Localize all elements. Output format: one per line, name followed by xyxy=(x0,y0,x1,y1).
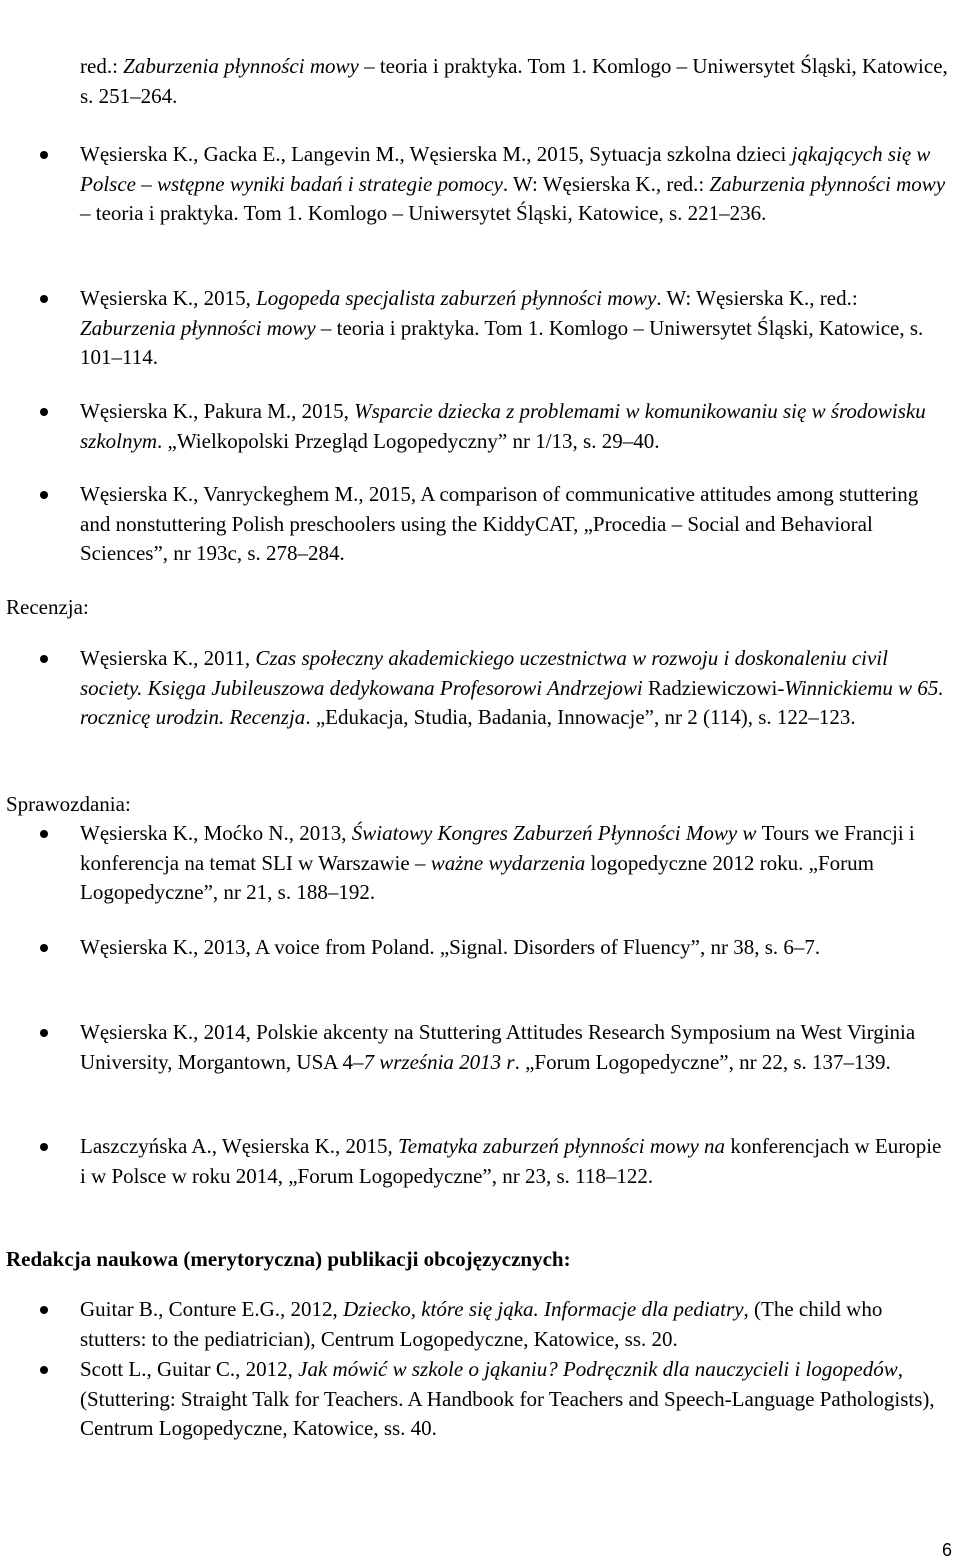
bullet-icon xyxy=(40,1029,48,1037)
italic-title: Wsparcie dziecka z problemami w komunikowaniu się w środowisku szkolnym xyxy=(80,399,926,453)
italic-title: ważne wydarzenia xyxy=(430,850,586,875)
bullet-icon xyxy=(40,944,48,952)
reference-entry: red.: Zaburzenia płynności mowy – teoria i praktyka. Tom 1. Komlogo – Uniwersytet Śląski, Katowice, s. 251–264. xyxy=(80,54,948,108)
bullet-icon xyxy=(40,1366,48,1374)
italic-title: Dziecko, które się jąka. Informacje dla pediatry xyxy=(343,1297,744,1321)
italic-title: Jak mówić w szkole o jąkaniu? Podręcznik dla nauczycieli i logopedów xyxy=(298,1357,898,1381)
reference-entry: Węsierska K., 2013, A voice from Poland. „Signal. Disorders of Fluency”, nr 38, s. 6–7. xyxy=(80,933,952,963)
bullet-icon xyxy=(40,408,48,416)
reference-entry: Scott L., Guitar C., 2012, Jak mówić w szkole o jąkaniu? Podręcznik dla nauczycieli i logopedów, (Stuttering: Straight Talk for Teachers. A Handbook for Teachers and Speech-Language Pathologists), Centrum Logopedyczne, Katowice, ss. 40. xyxy=(80,1355,952,1444)
bullet-icon xyxy=(40,1306,48,1314)
section-heading-sprawozdania: Sprawozdania: xyxy=(6,792,131,816)
bullet-icon xyxy=(40,491,48,499)
reference-entry: Guitar B., Conture E.G., 2012, Dziecko, które się jąka. Informacje dla pediatry, (The child who stutters: to the pediatrician), Centrum Logopedyczne, Katowice, ss. 20. xyxy=(80,1295,952,1354)
italic-title: Zaburzenia płynności mowy xyxy=(80,315,316,340)
italic-title: Tematyka zaburzeń płynności mowy na xyxy=(398,1134,726,1158)
italic-title: jąkających się w Polsce – wstępne wyniki badań i strategie pomocy xyxy=(80,142,931,196)
bullet-icon xyxy=(40,1143,48,1151)
bullet-icon xyxy=(40,295,48,303)
italic-title: Winnickiemu w 65. rocznicę urodzin. Recenzja xyxy=(80,675,944,729)
bullet-icon xyxy=(40,655,48,663)
reference-entry: Węsierska K., 2014, Polskie akcenty na Stuttering Attitudes Research Symposium na West Virginia University, Morgantown, USA 4–7 września 2013 r. „Forum Logopedyczne”, nr 22, s. 137–139. xyxy=(80,1018,952,1077)
italic-title: Zaburzenia płynności mowy xyxy=(709,171,946,196)
page-number: 6 xyxy=(941,1540,952,1560)
reference-entry: Węsierska K., Vanryckeghem M., 2015, A comparison of communicative attitudes among stuttering and nonstuttering Polish preschoolers using the KiddyCAT, „Procedia – Social and Behavioral Sciences”, nr 193c, s. 278–284. xyxy=(80,480,952,569)
reference-entry: Węsierska K., 2015, Logopeda specjalista zaburzeń płynności mowy. W: Węsierska K., red.: Zaburzenia płynności mowy – teoria i praktyka. Tom 1. Komlogo – Uniwersytet Śląski, Katowice, s. 101–114. xyxy=(80,284,952,373)
italic-title: 7 września 2013 r xyxy=(363,1049,515,1074)
section-heading-recenzja: Recenzja: xyxy=(6,595,89,619)
italic-title: Zaburzenia płynności mowy xyxy=(123,54,359,78)
italic-title: Logopeda specjalista zaburzeń płynności mowy xyxy=(256,286,657,310)
reference-entry: Węsierska K., Moćko N., 2013, Światowy Kongres Zaburzeń Płynności Mowy w Tours we Francji i konferencja na temat SLI w Warszawie – ważne wydarzenia logopedyczne 2012 roku. „Forum Logopedyczne”, nr 21, s. 188–192. xyxy=(80,819,952,908)
section-heading-redakcja: Redakcja naukowa (merytoryczna) publikacji obcojęzycznych: xyxy=(6,1247,571,1271)
reference-entry: Węsierska K., Gacka E., Langevin M., Węsierska M., 2015, Sytuacja szkolna dzieci jąkających się w Polsce – wstępne wyniki badań i strategie pomocy. W: Węsierska K., red.: Zaburzenia płynności mowy – teoria i praktyka. Tom 1. Komlogo – Uniwersytet Śląski, Katowice, s. 221–236. xyxy=(80,140,952,229)
italic-title: Światowy Kongres Zaburzeń Płynności Mowy w xyxy=(351,821,762,845)
reference-entry: Węsierska K., 2011, Czas społeczny akademickiego uczestnictwa w rozwoju i doskonaleniu civil society. Księga Jubileuszowa dedykowana Profesorowi Andrzejowi Radziewiczowi-Winnickiemu w 65. rocznicę urodzin. Recenzja. „Edukacja, Studia, Badania, Innowacje”, nr 2 (114), s. 122–123. xyxy=(80,644,952,733)
bullet-icon xyxy=(40,151,48,159)
italic-title: Czas społeczny akademickiego uczestnictwa w rozwoju i doskonaleniu civil society. Księga Jubileuszowa dedykowana Profesorowi Andrzejowi xyxy=(80,646,888,700)
bullet-icon xyxy=(40,830,48,838)
reference-entry: Laszczyńska A., Węsierska K., 2015, Tematyka zaburzeń płynności mowy na konferencjach w Europie i w Polsce w roku 2014, „Forum Logopedyczne”, nr 23, s. 118–122. xyxy=(80,1132,952,1191)
reference-entry: Węsierska K., Pakura M., 2015, Wsparcie dziecka z problemami w komunikowaniu się w środowisku szkolnym. „Wielkopolski Przegląd Logopedyczny” nr 1/13, s. 29–40. xyxy=(80,397,952,456)
